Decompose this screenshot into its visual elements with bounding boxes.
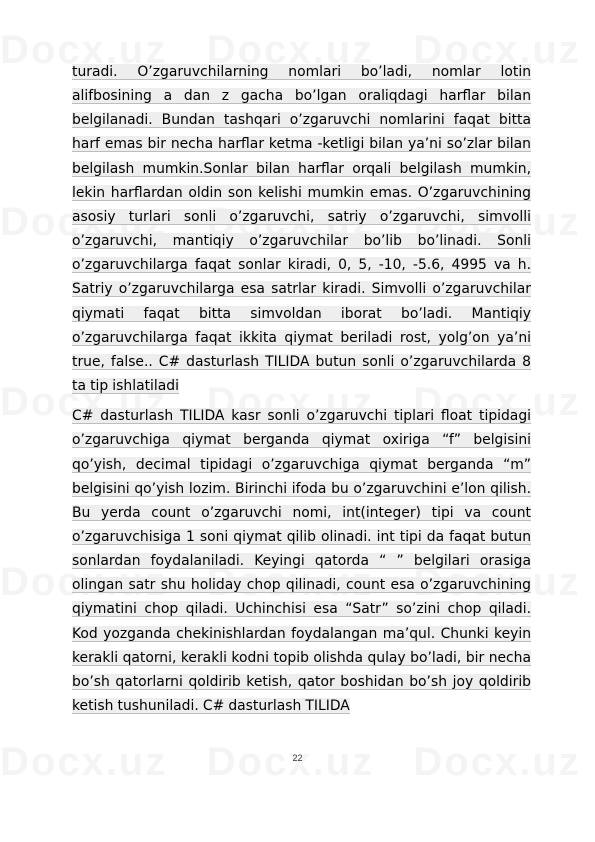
body-paragraph-1 bbox=[72, 60, 531, 398]
page-number: 22 bbox=[292, 753, 303, 763]
paragraph-text: turadi. O’zgaruvchilarning nomlari bo’ladi, nomlar lotin alifbosining a dan z gacha bo’lgan oraliqdagi harflar bilan belgilanadi. Bundan tashqari o’zgaruvchi nomlarini faqat bitta harf emas bir necha harflar ketma -ketligi bilan ya’ni so’zlar bilan belgilash mumkin.Sonlar bilan harflar orqali belgilash mumkin, lekin harflardan oldin son kelishi mumkin emas. O’zgaruvchining asosiy turlari sonli o’zgaruvchi, satriy o’zgaruvchi, simvolli o’zgaruvchi, mantiqiy o’zgaruvchilar bo’lib bo’linadi. Sonli o’zgaruvchilarga faqat sonlar kiradi, 0, 5, -10, -5.6, 4995 va h. Satriy o’zgaruvchilarga esa satrlar kiradi. Simvolli o’zgaruvchilar qiymati faqat bitta simvoldan iborat bo’ladi. Mantiqiy o’zgaruvchilarga faqat ikkita qiymat beriladi rost, yolg’on ya’ni true, false.. C# dasturlash TILIDA butun sonli o’zgaruvchilarda 8 ta tip ishlatiladi bbox=[72, 64, 531, 395]
paragraph-text: C# dasturlash TILIDA kasr sonli o’zgaruvchi tiplari float tipidagi o’zgaruvchiga qiymat berganda qiymat oxiriga “f” belgisini qo’yish, decimal tipidagi o’zgaruvchiga qiymat berganda “m” belgisini qo’yish lozim. Birinchi ifoda bu o’zgaruvchini e’lon qilish. Bu yerda count o’zgaruvchi nomi, int(integer) tipi va count o’zgaruvchisiga 1 soni qiymat qilib olinadi. int tipi da faqat butun sonlardan foydalaniladi. Keyingi qatorda “ ” belgilari orasiga olingan satr shu holiday chop qilinadi, count esa o’zgaruvchining qiymatini chop qiladi. Uchinchisi esa “Satr” so’zini chop qiladi. Kod yozganda chekinishlardan foydalangan ma’qul. Chunki keyin kerakli qatorni, kerakli kodni topib olishda qulay bo’ladi, bir necha bo’sh qatorlarni qoldirib ketish, qator boshidan bo’sh joy qoldirib ketish tushuniladi. C# dasturlash TILIDA bbox=[72, 408, 531, 715]
body-paragraph-2 bbox=[72, 404, 531, 718]
page-body bbox=[72, 60, 531, 718]
